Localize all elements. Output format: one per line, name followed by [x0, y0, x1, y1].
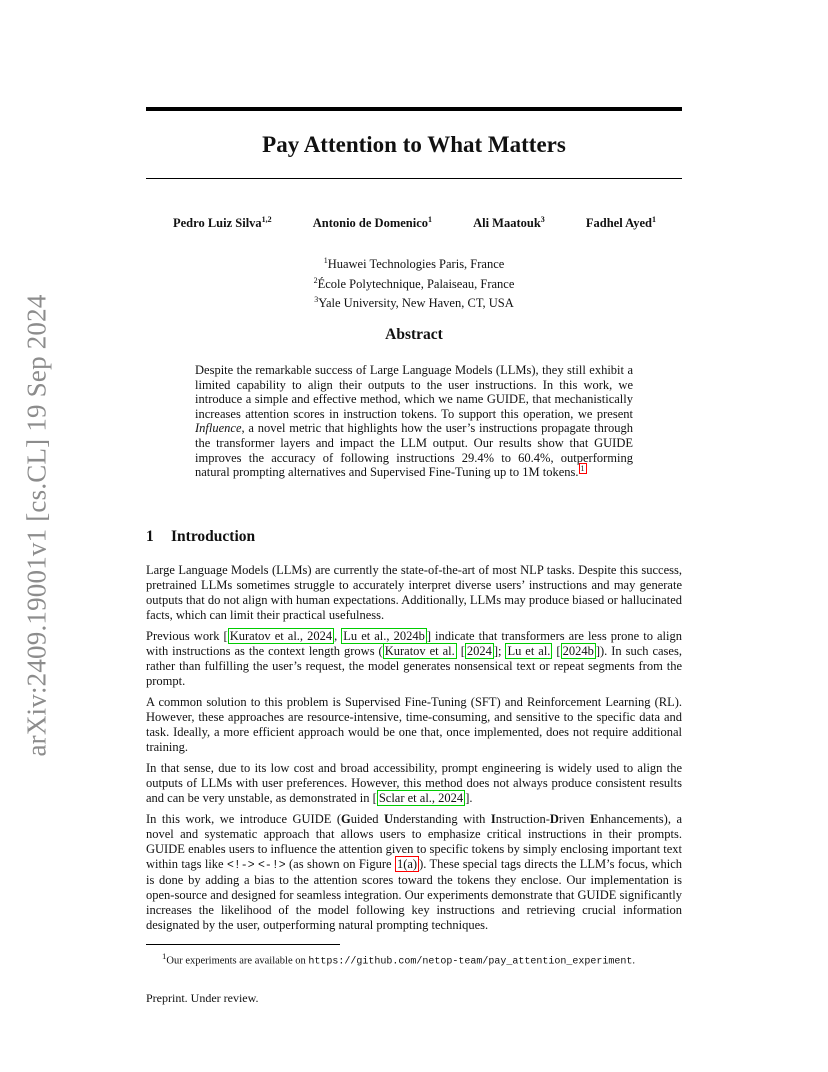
author: Ali Maatouk$^3$ [473, 215, 545, 231]
author-list [146, 215, 682, 231]
citation-link[interactable]: 2024b [562, 644, 594, 658]
section-heading [146, 528, 682, 546]
preprint-note: Preprint. Under review. [146, 991, 259, 1005]
citation-link[interactable]: 2024 [466, 644, 492, 658]
author: Antonio de Domenico$^1$ [312, 215, 433, 231]
introduction-body [146, 563, 682, 939]
citation-link[interactable]: Kuratov et al., 2024 [229, 629, 333, 643]
paragraph: Previous work [ Kuratov et al., 2024 , Lu et al., 2024b ] indicate that transformers are less prone to align with instructions as the context length grows ( Kuratov et al. [ 2024 ]; Lu et al. [ 2024b ]). In such cases, rather than fulfilling the user’s request, the model generates nonsensical text or repeat segments from the prompt. [146, 629, 683, 688]
repo-url-link[interactable]: https://github.com/netop-team/pay_attention_experiment [308, 956, 633, 968]
footnote-rule [146, 944, 340, 945]
affiliation: $^1$Huawei Technologies Paris, France [323, 256, 505, 272]
affiliation: $^3$Yale University, New Haven, CT, USA [314, 295, 514, 311]
abstract-text: Despite the remarkable success of Large Language Models (LLMs), they still exhibit a limited capability to align their outputs to the user instructions. In this work, we introduce a simple and effective method, which we name GUIDE, that mechanistically increases attention scores in instruction tokens. To support this operation, we present Influence, a novel metric that highlights how the user’s instructions propagate through the transformer layers and impact the LLM output. Our results show that GUIDE improves the accuracy of following instructions 29.4% to 60.4%, outperforming natural prompting alternatives and Supervised Fine-Tuning up to 1M tokens. $^1$ [195, 363, 633, 480]
citation-link[interactable]: Sclar et al., 2024 [378, 791, 464, 805]
paragraph: In this work, we introduce GUIDE (Guided Understanding with Instruction-Driven Enhancements), a novel and systematic approach that allows users to emphasize critical instructions in their prompts. GUIDE enables users to influence the attention given to specific tokens by simply enclosing important text within tags like <!-> <-!> (as shown on Figure 1(a) ). These special tags directs the LLM’s focus, which is done by adding a bias to the attention scores toward the tokens they enclose. Our implementation is open-source and designed for seamless integration. Our experiments demonstrate that GUIDE significantly increases the likelihood of the model following key instructions and retrieving crucial information designated by the user, outperforming natural prompting techniques. [146, 812, 683, 932]
footnote-link[interactable]: 1 [580, 464, 585, 473]
inline-code: <!-> [227, 859, 255, 872]
affiliation: $^2$École Polytechnique, Palaiseau, France [313, 275, 515, 291]
footnote: $^1$Our experiments are available on https://github.com/netop-team/pay_attention_experiment. [162, 951, 636, 968]
citation-link[interactable]: Lu et al., 2024b [343, 629, 425, 643]
citation-link[interactable]: Lu et al. [507, 644, 551, 658]
title-rule-top [146, 107, 682, 111]
paragraph: In that sense, due to its low cost and broad accessibility, prompt engineering is widely used to align the outputs of LLMs with user preferences. However, this method does not always produce consistent results and can be very unstable, as demonstrated in [ Sclar et al., 2024 ]. [146, 761, 682, 805]
section-number: 1 [146, 528, 154, 545]
inline-code: <-!> [258, 859, 286, 872]
abstract-heading: Abstract [385, 326, 443, 343]
affiliations [146, 253, 682, 312]
citation-link[interactable]: Kuratov et al. [384, 644, 455, 658]
paragraph: Large Language Models (LLMs) are currently the state-of-the-art of most NLP tasks. Despite this success, pretrained LLMs sometimes struggle to accurately interpret diverse users’ instructions and may generate outputs that do not align with human expectations. Additionally, LLMs may produce biased or hallucinated facts, which can limit their practical usefulness. [146, 563, 682, 622]
paragraph: A common solution to this problem is Supervised Fine-Tuning (SFT) and Reinforcement Learning (RL). However, these approaches are resource-intensive, time-consuming, and sensitive to the specific data and task. Ideally, a more efficient approach would be one that, once implemented, does not require additional training. [146, 695, 682, 754]
author: Fadhel Ayed$^1$ [585, 215, 656, 231]
figure-link[interactable]: 1(a) [396, 857, 418, 871]
title-rule-bottom [146, 178, 682, 179]
paper-title: Pay Attention to What Matters [262, 132, 566, 157]
author: Pedro Luiz Silva$^{1,2}$ [173, 215, 272, 231]
arxiv-id: arXiv:2409.19001v1 [cs.CL] 19 Sep 2024 [21, 293, 52, 757]
arxiv-watermark [22, 290, 52, 760]
section-title: Introduction [171, 528, 256, 545]
